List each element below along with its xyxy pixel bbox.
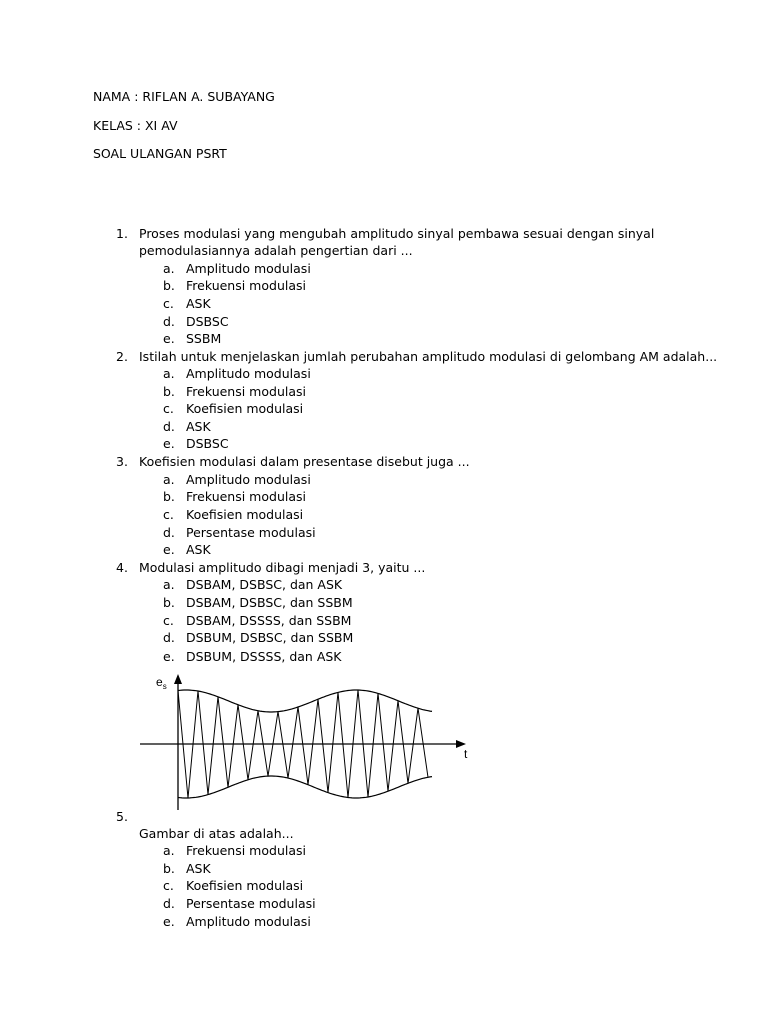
question-text-line: pemodulasiannya adalah pengerti̇an dari ...: [139, 243, 413, 258]
option-letter: c.: [163, 613, 174, 628]
option-letter: e.: [163, 914, 175, 929]
question-text-line: Koefisien modulasi dalam presentase disebut juga ...: [139, 454, 470, 469]
question-text-line: Modulasi amplitudo dibagi menjadi 3, yaitu ...: [139, 560, 426, 575]
option-letter: b.: [163, 861, 175, 876]
option-letter: c.: [163, 296, 174, 311]
question-number: 1.: [116, 226, 128, 241]
option-text: Koefisien modulasi: [186, 507, 304, 522]
option-letter: d.: [163, 419, 175, 434]
document-title: SOAL ULANGAN PSRT: [93, 146, 227, 161]
lower-envelope: [178, 776, 432, 798]
option-text: SSBM: [186, 331, 222, 346]
question-number: 2.: [116, 349, 128, 364]
option-text: Persentase modulasi: [186, 525, 316, 540]
y-axis-label: [156, 675, 167, 691]
option-text: DSBAM, DSBSC, dan SSBM: [186, 595, 353, 610]
student-name: NAMA : RIFLAN A. SUBAYANG: [93, 89, 275, 104]
option-text: Amplitudo modulasi: [186, 261, 311, 276]
option-letter: c.: [163, 878, 174, 893]
question-text-line: Proses modulasi yang mengubah amplitudo sinyal pembawa sesuai dengan sinyal: [139, 226, 655, 241]
option-text: Frekuensi modulasi: [186, 384, 306, 399]
option-text: ASK: [186, 419, 211, 434]
option-letter: d.: [163, 314, 175, 329]
option-text: Koefisien modulasi: [186, 401, 304, 416]
option-letter: a.: [163, 472, 175, 487]
option-text: Amplitudo modulasi: [186, 914, 311, 929]
y-axis-label-main: e: [156, 675, 163, 689]
option-text: ASK: [186, 542, 211, 557]
option-text: DSBAM, DSBSC, dan ASK: [186, 577, 343, 592]
option-text: Frekuensi modulasi: [186, 843, 306, 858]
option-letter: a.: [163, 261, 175, 276]
question-text-line: Istilah untuk menjelaskan jumlah perubahan amplitudo modulasi di gelombang AM adalah...: [139, 349, 718, 364]
option-letter: a.: [163, 366, 175, 381]
option-letter: b.: [163, 278, 175, 293]
option-letter: a.: [163, 577, 175, 592]
upper-envelope: [178, 690, 432, 712]
option-letter: c.: [163, 507, 174, 522]
option-letter: a.: [163, 843, 175, 858]
x-axis-label: t: [464, 747, 468, 761]
option-text: Frekuensi modulasi: [186, 278, 306, 293]
option-text: Persentase modulasi: [186, 896, 316, 911]
option-letter: d.: [163, 896, 175, 911]
option-text: DSBAM, DSSSS, dan SSBM: [186, 613, 352, 628]
option-letter: b.: [163, 384, 175, 399]
option-text: DSBSC: [186, 314, 229, 329]
option-letter: e.: [163, 331, 175, 346]
option-text: Amplitudo modulasi: [186, 472, 311, 487]
option-letter: b.: [163, 595, 175, 610]
option-letter: e.: [163, 542, 175, 557]
option-letter: c.: [163, 401, 174, 416]
am-waveform-figure: [138, 672, 478, 817]
question-number: 4.: [116, 560, 128, 575]
question-number: 3.: [116, 454, 128, 469]
question-text-line: Gambar di atas adalah...: [139, 826, 294, 841]
option-text: DSBSC: [186, 436, 229, 451]
option-letter: b.: [163, 489, 175, 504]
option-letter: d.: [163, 630, 175, 645]
option-letter: d.: [163, 525, 175, 540]
option-text: ASK: [186, 296, 211, 311]
student-class: KELAS : XI AV: [93, 118, 178, 133]
question-number: 5.: [116, 809, 128, 824]
option-text: ASK: [186, 861, 211, 876]
option-text: DSBUM, DSBSC, dan SSBM: [186, 630, 354, 645]
option-text: Koefisien modulasi: [186, 878, 304, 893]
y-axis-label-subscript: s: [162, 682, 167, 691]
y-axis-arrow-icon: [174, 674, 182, 684]
option-letter: e.: [163, 649, 175, 664]
option-text: Amplitudo modulasi: [186, 366, 311, 381]
option-letter: e.: [163, 436, 175, 451]
option-text: DSBUM, DSSSS, dan ASK: [186, 649, 342, 664]
option-text: Frekuensi modulasi: [186, 489, 306, 504]
